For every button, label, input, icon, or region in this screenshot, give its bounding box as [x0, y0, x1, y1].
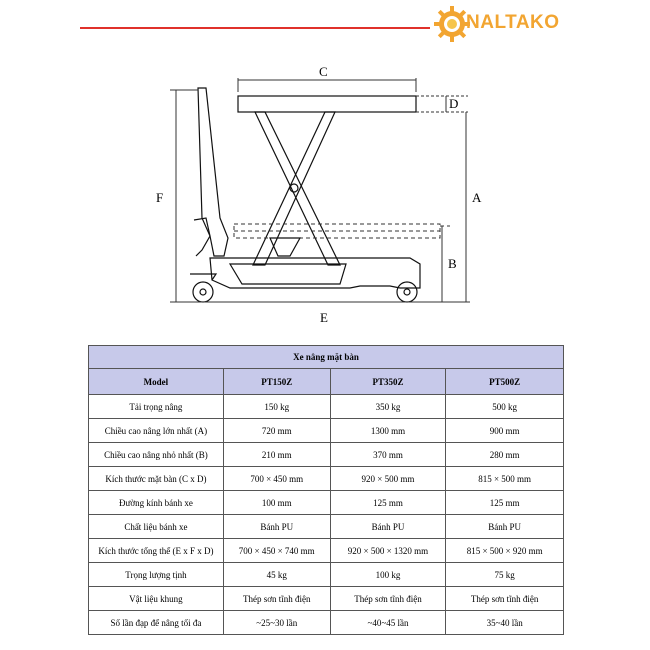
- table-cell: 370 mm: [330, 443, 446, 467]
- table-cell: ~25~30 lần: [223, 611, 330, 635]
- table-header-row: [89, 369, 564, 395]
- table-cell: 125 mm: [446, 491, 564, 515]
- table-cell: 815 × 500 × 920 mm: [446, 539, 564, 563]
- table-row: [89, 395, 564, 419]
- column-header: PT350Z: [330, 369, 446, 395]
- push-handle: [194, 88, 228, 256]
- table-title: Xe nâng mặt bàn: [89, 346, 564, 369]
- brand-name: NALTAKO: [466, 12, 560, 33]
- table-cell: Thép sơn tĩnh điện: [330, 587, 446, 611]
- table-cell: 150 kg: [223, 395, 330, 419]
- table-row: [89, 611, 564, 635]
- table-row: [89, 563, 564, 587]
- base-frame: [210, 238, 420, 288]
- table-cell: Thép sơn tĩnh điện: [446, 587, 564, 611]
- column-header: Model: [89, 369, 224, 395]
- table-cell: 700 × 450 × 740 mm: [223, 539, 330, 563]
- lift-table-diagram: [150, 60, 500, 330]
- label-e: E: [320, 310, 328, 325]
- sun-gear-icon: [434, 6, 470, 42]
- row-label: Đường kính bánh xe: [89, 491, 224, 515]
- table-cell: 35~40 lần: [446, 611, 564, 635]
- table-cell: 900 mm: [446, 419, 564, 443]
- row-label: Kích thước mặt bàn (C x D): [89, 467, 224, 491]
- table-cell: 280 mm: [446, 443, 564, 467]
- table-row: [89, 515, 564, 539]
- table-cell: 350 kg: [330, 395, 446, 419]
- row-label: Chất liệu bánh xe: [89, 515, 224, 539]
- rear-wheel: [397, 282, 417, 302]
- table-row: [89, 539, 564, 563]
- table-cell: 815 × 500 mm: [446, 467, 564, 491]
- column-header: PT500Z: [446, 369, 564, 395]
- dimension-f: [170, 90, 198, 302]
- row-label: Số lần đạp để nâng tối đa: [89, 611, 224, 635]
- table-cell: 720 mm: [223, 419, 330, 443]
- table-cell: 100 kg: [330, 563, 446, 587]
- row-label: Chiều cao nâng lớn nhất (A): [89, 419, 224, 443]
- table-cell: Thép sơn tĩnh điện: [223, 587, 330, 611]
- row-label: Chiều cao nâng nhỏ nhất (B): [89, 443, 224, 467]
- table-row: [89, 443, 564, 467]
- table-cell: Bánh PU: [446, 515, 564, 539]
- dimension-c: [238, 78, 416, 92]
- table-cell: Bánh PU: [223, 515, 330, 539]
- table-cell: 45 kg: [223, 563, 330, 587]
- table-cell: 75 kg: [446, 563, 564, 587]
- scissor-arms: [253, 112, 340, 265]
- table-cell: 920 × 500 × 1320 mm: [330, 539, 446, 563]
- label-c: C: [319, 64, 328, 79]
- table-cell: 500 kg: [446, 395, 564, 419]
- table-cell: 125 mm: [330, 491, 446, 515]
- label-a: A: [472, 190, 482, 205]
- header-divider: [80, 27, 430, 29]
- table-cell: 100 mm: [223, 491, 330, 515]
- table-cell: 700 × 450 mm: [223, 467, 330, 491]
- table-cell: 920 × 500 mm: [330, 467, 446, 491]
- label-b: B: [448, 256, 457, 271]
- dimension-d: [416, 96, 468, 112]
- row-label: Vật liệu khung: [89, 587, 224, 611]
- table-top: [238, 96, 416, 112]
- table-row: [89, 467, 564, 491]
- table-cell: ~40~45 lần: [330, 611, 446, 635]
- table-cell: Bánh PU: [330, 515, 446, 539]
- spec-table: [88, 345, 564, 635]
- table-cell: 210 mm: [223, 443, 330, 467]
- row-label: Kích thước tổng thể (E x F x D): [89, 539, 224, 563]
- row-label: Tải trọng nâng: [89, 395, 224, 419]
- column-header: PT150Z: [223, 369, 330, 395]
- label-d: D: [449, 96, 459, 111]
- table-row: [89, 419, 564, 443]
- table-row: [89, 491, 564, 515]
- table-cell: 1300 mm: [330, 419, 446, 443]
- row-label: Trọng lượng tịnh: [89, 563, 224, 587]
- table-row: [89, 587, 564, 611]
- label-f: F: [156, 190, 164, 205]
